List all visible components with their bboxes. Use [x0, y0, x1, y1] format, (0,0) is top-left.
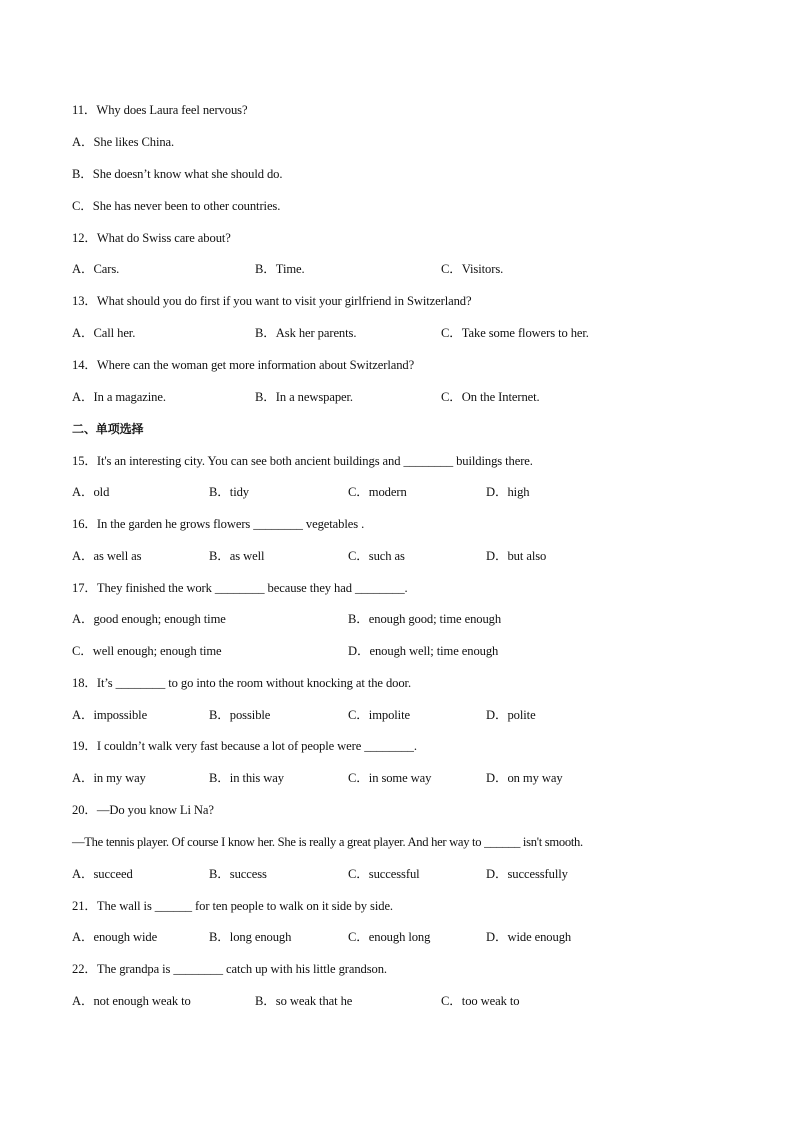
- question-14: 14．Where can the woman get more information about Switzerland?: [72, 358, 415, 372]
- q21-option-c: C．enough long: [348, 930, 431, 944]
- q13-option-b: B．Ask her parents.: [255, 326, 357, 340]
- q17-option-d: D．enough well; time enough: [348, 644, 499, 658]
- q20-option-d: D．successfully: [486, 867, 568, 881]
- question-15: 15．It's an interesting city. You can see both ancient buildings and ________ buildings there.: [72, 454, 533, 468]
- q11-option-b: B．She doesn’t know what she should do.: [72, 167, 283, 181]
- q12-option-a: A．Cars.: [72, 262, 120, 276]
- q17-option-c: C．well enough; enough time: [72, 644, 222, 658]
- question-12: 12．What do Swiss care about?: [72, 231, 231, 245]
- q18-option-d: D．polite: [486, 708, 536, 722]
- q21-option-d: D．wide enough: [486, 930, 572, 944]
- q17-option-a: A．good enough; enough time: [72, 612, 226, 626]
- question-20: 20．—Do you know Li Na?: [72, 803, 214, 817]
- question-13: 13．What should you do first if you want to visit your girlfriend in Switzerland?: [72, 294, 472, 308]
- question-19: 19．I couldn’t walk very fast because a lot of people were ________.: [72, 739, 417, 753]
- q16-option-c: C．such as: [348, 549, 405, 563]
- question-11: 11．Why does Laura feel nervous?: [72, 103, 248, 117]
- question-21: 21．The wall is ______ for ten people to walk on it side by side.: [72, 899, 393, 913]
- q11-option-a: A．She likes China.: [72, 135, 175, 149]
- question-16: 16．In the garden he grows flowers ________ vegetables .: [72, 517, 365, 531]
- q20-option-b: B．success: [209, 867, 267, 881]
- section-heading: 二、单项选择: [72, 422, 144, 436]
- question-20-dialogue: —The tennis player. Of course I know her. She is really a great player. And her way to ______ isn't smooth.: [72, 835, 583, 849]
- q15-option-b: B．tidy: [209, 485, 249, 499]
- q13-option-c: C．Take some flowers to her.: [441, 326, 589, 340]
- q14-option-b: B．In a newspaper.: [255, 390, 353, 404]
- q14-option-a: A．In a magazine.: [72, 390, 166, 404]
- q22-option-c: C．too weak to: [441, 994, 520, 1008]
- q18-option-b: B．possible: [209, 708, 271, 722]
- q19-option-c: C．in some way: [348, 771, 432, 785]
- q13-option-a: A．Call her.: [72, 326, 136, 340]
- q22-option-b: B．so weak that he: [255, 994, 353, 1008]
- q20-option-a: A．succeed: [72, 867, 133, 881]
- q16-option-d: D．but also: [486, 549, 547, 563]
- q15-option-c: C．modern: [348, 485, 407, 499]
- question-22: 22．The grandpa is ________ catch up with his little grandson.: [72, 962, 387, 976]
- q19-option-b: B．in this way: [209, 771, 284, 785]
- q16-option-a: A．as well as: [72, 549, 142, 563]
- q16-option-b: B．as well: [209, 549, 265, 563]
- q15-option-a: A．old: [72, 485, 110, 499]
- q21-option-a: A．enough wide: [72, 930, 158, 944]
- q18-option-a: A．impossible: [72, 708, 148, 722]
- q21-option-b: B．long enough: [209, 930, 292, 944]
- q19-option-a: A．in my way: [72, 771, 146, 785]
- q22-option-a: A．not enough weak to: [72, 994, 191, 1008]
- q15-option-d: D．high: [486, 485, 530, 499]
- q14-option-c: C．On the Internet.: [441, 390, 540, 404]
- q17-option-b: B．enough good; time enough: [348, 612, 502, 626]
- q19-option-d: D．on my way: [486, 771, 563, 785]
- q20-option-c: C．successful: [348, 867, 420, 881]
- q11-option-c: C．She has never been to other countries.: [72, 199, 281, 213]
- q12-option-c: C．Visitors.: [441, 262, 504, 276]
- q18-option-c: C．impolite: [348, 708, 410, 722]
- question-18: 18．It’s ________ to go into the room without knocking at the door.: [72, 676, 412, 690]
- q12-option-b: B．Time.: [255, 262, 305, 276]
- question-17: 17．They finished the work ________ because they had ________.: [72, 581, 408, 595]
